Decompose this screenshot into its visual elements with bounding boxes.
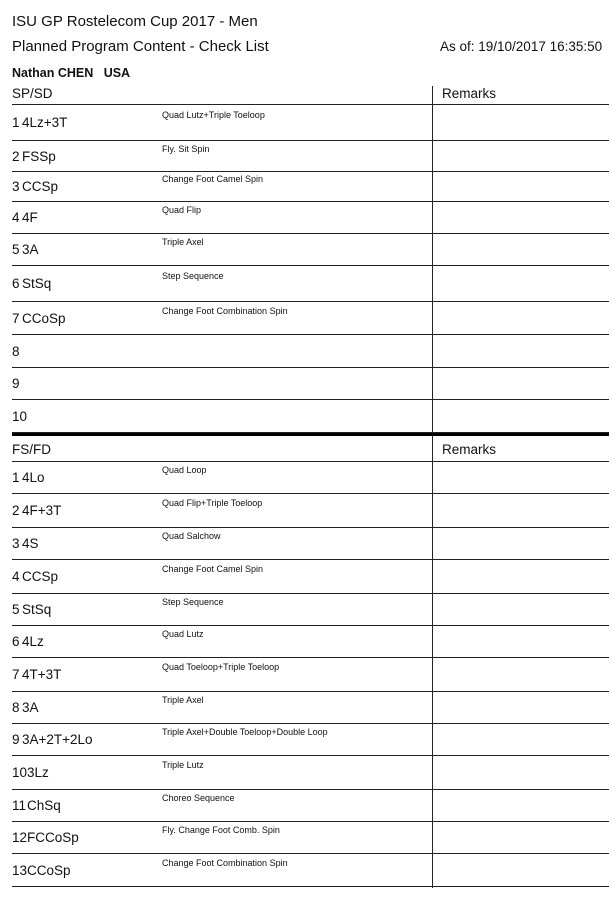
sp-row xyxy=(0,335,613,368)
element-description: Fly. Sit Spin xyxy=(162,144,210,154)
fs-row xyxy=(0,692,613,724)
element-description: Quad Lutz xyxy=(162,629,204,639)
element-number: 8 xyxy=(12,700,20,715)
element-description: Fly. Change Foot Comb. Spin xyxy=(162,825,280,835)
sp-row xyxy=(0,368,613,400)
fs-row xyxy=(0,560,613,594)
sp-row xyxy=(0,105,613,141)
sp-row xyxy=(0,202,613,234)
element-code: CCoSp xyxy=(27,863,71,878)
element-number: 1 xyxy=(12,115,20,130)
element-code: StSq xyxy=(22,602,52,617)
fs-remarks-label: Remarks xyxy=(442,442,497,457)
sp-row xyxy=(0,234,613,266)
fs-row xyxy=(0,790,613,822)
fs-row xyxy=(0,594,613,626)
element-number: 9 xyxy=(12,376,20,391)
element-number: 6 xyxy=(12,634,20,649)
element-description: Triple Axel xyxy=(162,237,204,247)
element-code: 3A xyxy=(22,242,39,257)
element-code: 4Lz+3T xyxy=(22,115,68,130)
element-code: 4Lz xyxy=(22,634,44,649)
sp-section-label: SP/SD xyxy=(12,86,53,101)
sp-row xyxy=(0,141,613,172)
element-code: 4T+3T xyxy=(22,667,62,682)
sp-row xyxy=(0,266,613,302)
fs-row xyxy=(0,494,613,528)
element-description: Triple Axel+Double Toeloop+Double Loop xyxy=(162,727,328,737)
element-number: 3 xyxy=(12,536,20,551)
element-number: 10 xyxy=(12,765,28,780)
skater-line xyxy=(12,66,130,80)
element-code: 3A+2T+2Lo xyxy=(22,732,93,747)
element-number: 5 xyxy=(12,242,20,257)
element-number: 8 xyxy=(12,344,20,359)
fs-row xyxy=(0,756,613,790)
element-number: 9 xyxy=(12,732,20,747)
fs-row xyxy=(0,626,613,658)
fs-row xyxy=(0,528,613,560)
element-description: Change Foot Combination Spin xyxy=(162,306,288,316)
element-description: Choreo Sequence xyxy=(162,793,235,803)
sp-remarks-label: Remarks xyxy=(442,86,497,101)
element-description: Change Foot Camel Spin xyxy=(162,174,264,184)
element-description: Change Foot Combination Spin xyxy=(162,858,288,868)
fs-row xyxy=(0,822,613,854)
element-code: StSq xyxy=(22,276,52,291)
element-number: 5 xyxy=(12,602,20,617)
element-description: Triple Lutz xyxy=(162,760,204,770)
element-code: FSSp xyxy=(22,149,56,164)
row-divider xyxy=(12,886,609,887)
element-number: 7 xyxy=(12,311,20,326)
element-number: 4 xyxy=(12,210,20,225)
element-number: 10 xyxy=(12,409,28,424)
element-number: 7 xyxy=(12,667,20,682)
element-description: Change Foot Camel Spin xyxy=(162,564,264,574)
element-code: CCSp xyxy=(22,569,59,584)
element-number: 3 xyxy=(12,179,20,194)
element-code: 4S xyxy=(22,536,39,551)
element-description: Step Sequence xyxy=(162,271,224,281)
element-description: Quad Toeloop+Triple Toeloop xyxy=(162,662,280,672)
element-description: Quad Flip xyxy=(162,205,202,215)
element-number: 1 xyxy=(12,470,20,485)
element-number: 13 xyxy=(12,863,28,878)
fs-row xyxy=(0,462,613,494)
element-code: 3Lz xyxy=(27,765,49,780)
element-number: 6 xyxy=(12,276,20,291)
element-code: 4Lo xyxy=(22,470,45,485)
element-description: Quad Loop xyxy=(162,465,207,475)
element-code: 3A xyxy=(22,700,39,715)
element-number: 2 xyxy=(12,149,20,164)
skater-country: USA xyxy=(103,66,131,80)
element-number: 4 xyxy=(12,569,20,584)
element-description: Quad Salchow xyxy=(162,531,221,541)
element-number: 12 xyxy=(12,830,28,845)
element-code: 4F xyxy=(22,210,38,225)
element-description: Quad Flip+Triple Toeloop xyxy=(162,498,263,508)
fs-row xyxy=(0,658,613,692)
element-code: CCoSp xyxy=(22,311,66,326)
element-description: Triple Axel xyxy=(162,695,204,705)
as-of-timestamp: As of: 19/10/2017 16:35:50 xyxy=(440,39,603,54)
sp-row xyxy=(0,400,613,433)
document-subtitle: Planned Program Content - Check List xyxy=(12,38,269,55)
skater-name: Nathan CHEN xyxy=(12,66,94,80)
element-code: ChSq xyxy=(27,798,61,813)
element-number: 11 xyxy=(12,798,27,813)
fs-row xyxy=(0,724,613,756)
sp-row xyxy=(0,302,613,335)
section-separator xyxy=(12,433,609,436)
element-code: FCCoSp xyxy=(27,830,79,845)
event-title: ISU GP Rostelecom Cup 2017 - Men xyxy=(12,13,258,30)
sp-row xyxy=(0,172,613,202)
fs-row xyxy=(0,854,613,887)
element-description: Step Sequence xyxy=(162,597,224,607)
element-number: 2 xyxy=(12,503,20,518)
element-description: Quad Lutz+Triple Toeloop xyxy=(162,110,265,120)
fs-section-label: FS/FD xyxy=(12,442,51,457)
element-code: 4F+3T xyxy=(22,503,62,518)
element-code: CCSp xyxy=(22,179,59,194)
